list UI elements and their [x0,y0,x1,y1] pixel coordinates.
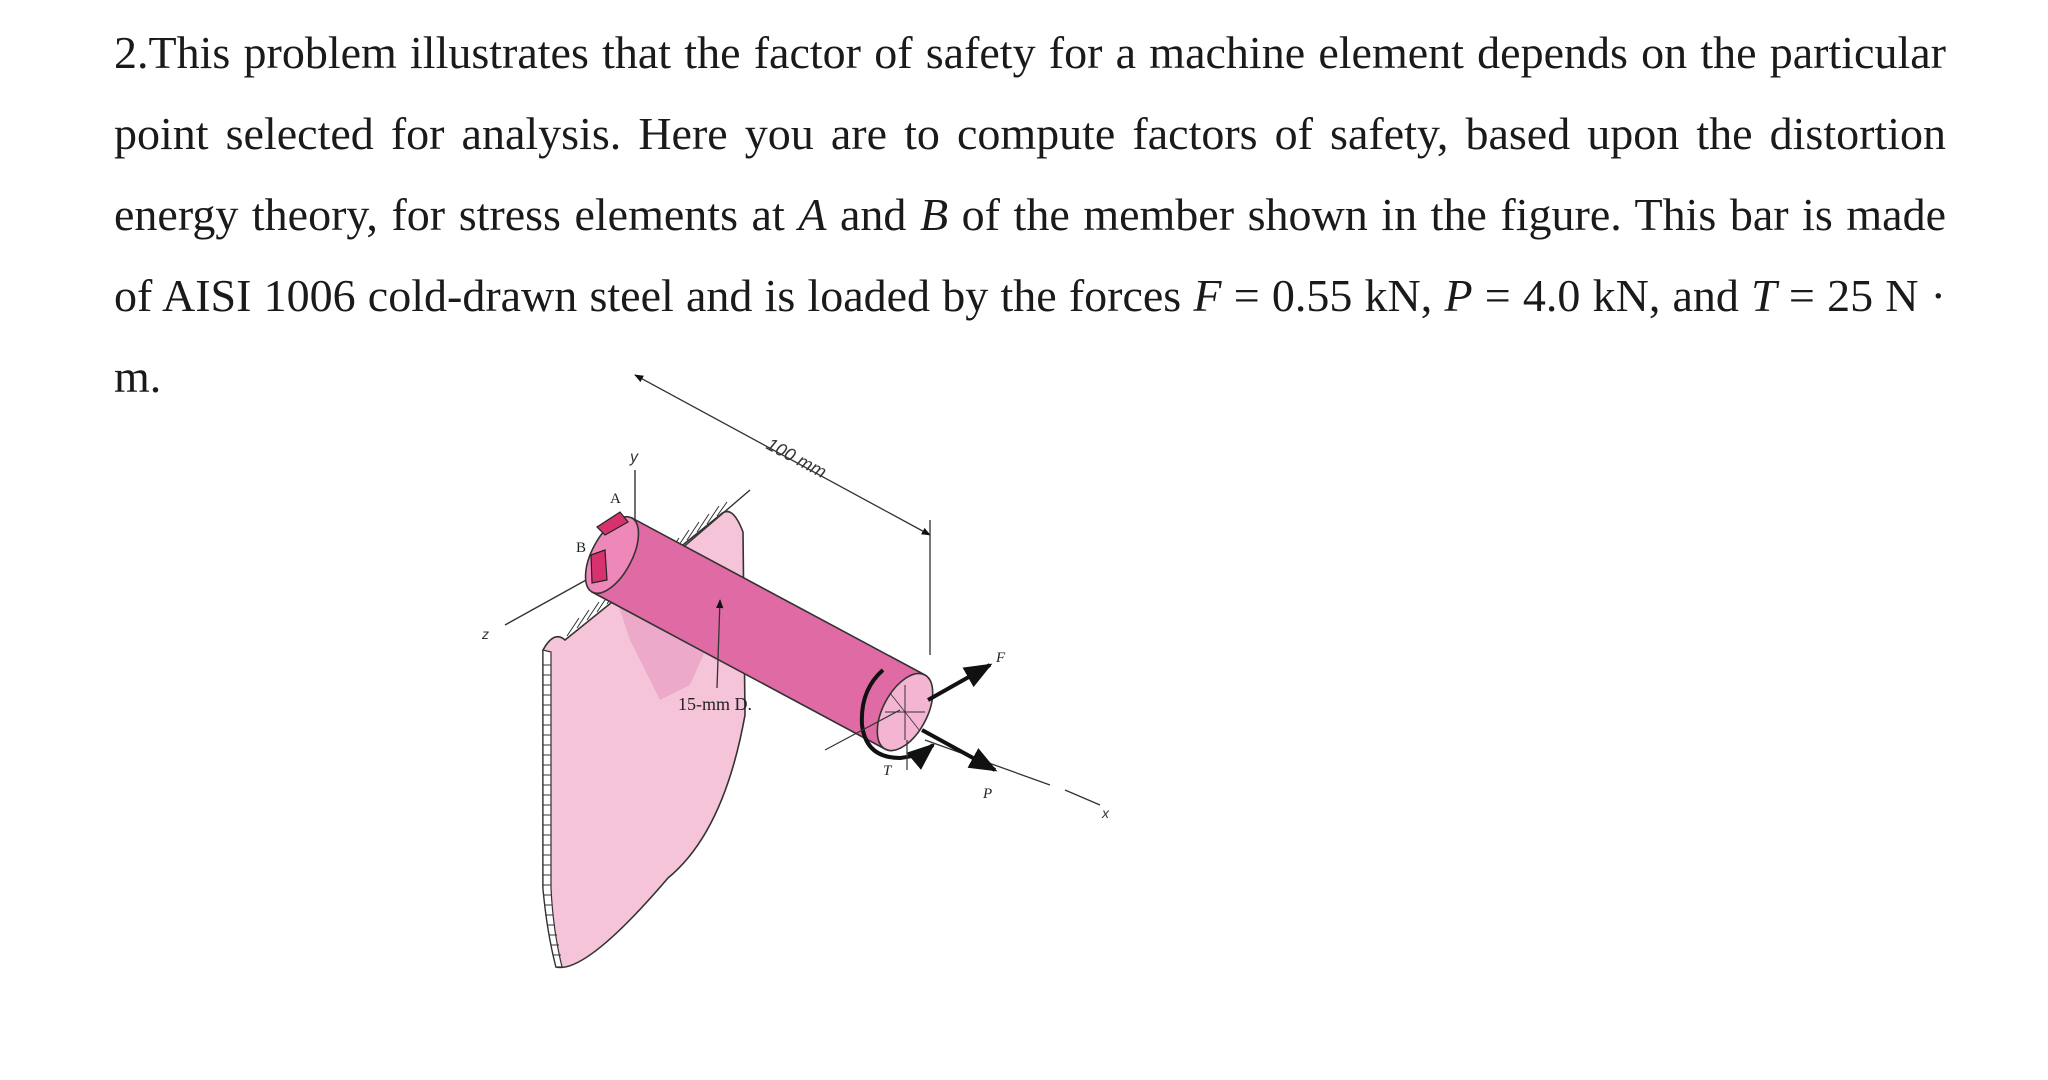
torque-t-value: = 25 N · m. [114,270,1946,402]
problem-text-part-2: and [826,189,920,240]
point-b-label: B [576,540,587,556]
y-axis-label: y [630,449,638,466]
force-f-symbol: F [1193,270,1222,321]
x-axis-end [925,740,1110,821]
x-axis-label: x [1102,805,1109,821]
torque-label: T [883,763,892,779]
force-f-label: F [996,650,1006,666]
torque-t-symbol: T [1751,270,1777,321]
length-dimension-label: 100 mm [763,433,830,483]
force-p-arrow [922,730,995,802]
problem-number: 2. [114,27,149,78]
force-p-value: = 4.0 kN, and [1472,270,1752,321]
cantilever-bar-figure [482,433,1480,1070]
point-a-label: A [610,491,621,507]
force-f-value: = 0.55 kN, [1221,270,1445,321]
point-b-ref: B [919,189,949,240]
diameter-label: 15-mm D. [678,694,752,714]
z-axis-label: z [482,626,489,642]
problem-statement [114,12,1946,417]
problem-text-part-3: of the member shown in the figure. This bar is made of AISI 1006 cold-drawn steel and is loaded by the forces [114,189,1946,321]
problem-text-part-1: This problem illustrates that the factor of safety for a machine element depends on the particular point selected for analysis. Here you are to compute factors of safety, based upon the distortion energy theory, for stress elements at [114,27,1946,240]
force-p-label: P [983,786,993,802]
point-a-ref: A [798,189,827,240]
force-f-arrow [928,650,1006,700]
force-p-symbol: P [1444,270,1473,321]
